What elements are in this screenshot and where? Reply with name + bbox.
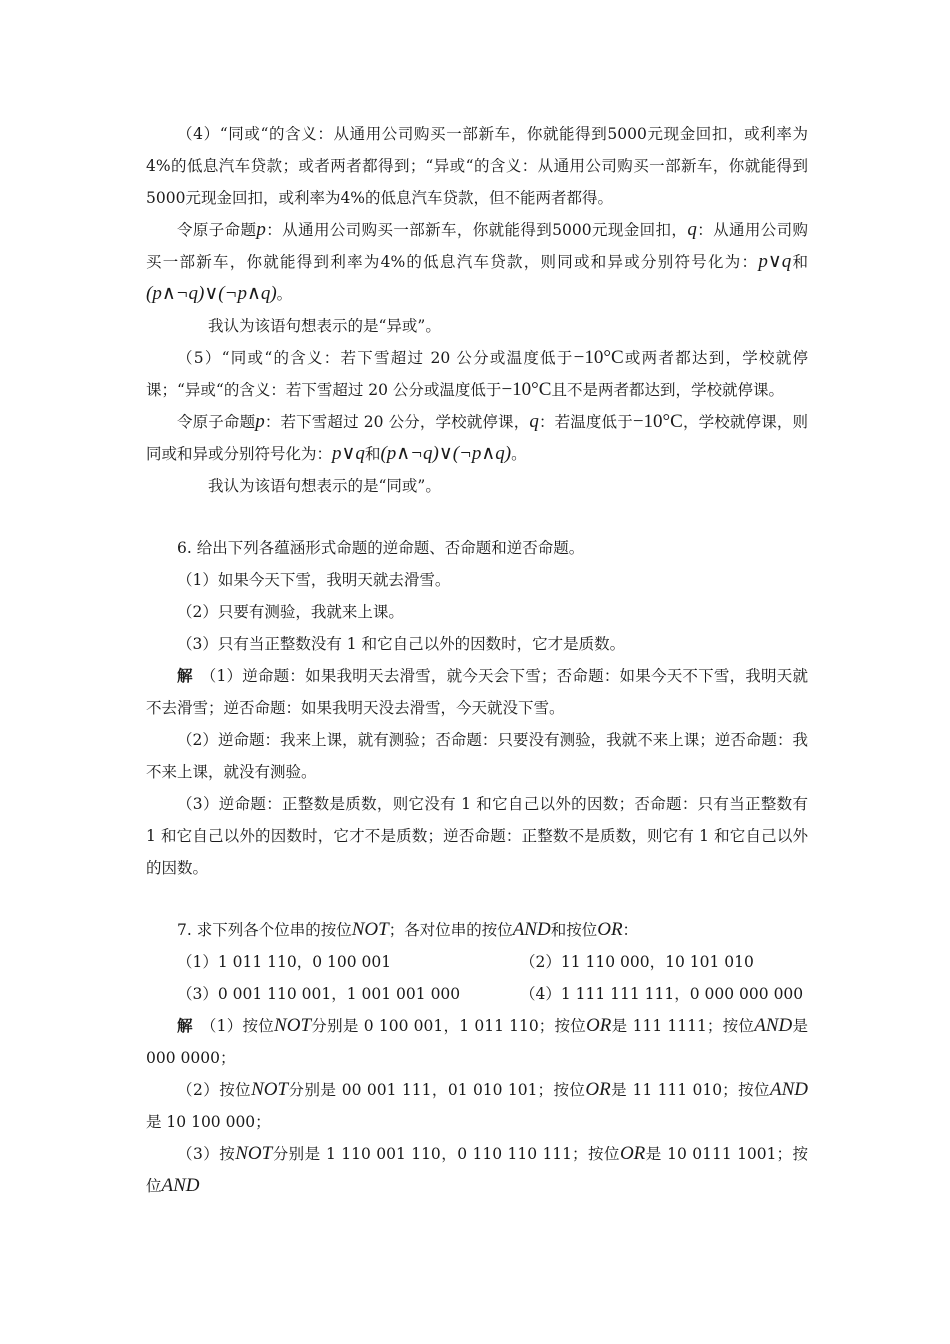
q6-solution-3: （3）逆命题：正整数是质数，则它没有 1 和它自己以外的因数；否命题：只有当正整数有 1 和它自己以外的因数时，它才不是质数；逆否命题：正整数不是质数，则它有 1 和它自己以外的因数。	[146, 795, 808, 877]
math-p: p	[256, 219, 266, 240]
text: （2）按位	[177, 1081, 252, 1099]
formula-xor: (p∧¬q)∨(¬p∧q)	[146, 283, 277, 304]
text: 且不是两者都达到，学校就停课。	[551, 381, 784, 399]
q7-item: （2）11 110 000，10 101 010	[520, 953, 754, 971]
q7-items-row	[146, 978, 808, 1010]
p4-symbolization	[146, 214, 808, 310]
text: 是 000 0000；	[146, 1017, 808, 1067]
q6-solution-2: （2）逆命题：我来上课，就有测验；否命题：只要没有测验，我就不来上课；逆否命题：我不来上课，就没有测验。	[146, 731, 808, 781]
text: 是 11 111 010；按位	[610, 1081, 770, 1099]
math-or: OR	[585, 1079, 611, 1100]
document-body	[146, 118, 808, 1202]
text: 。	[511, 445, 527, 463]
math-not: NOT	[235, 1143, 273, 1164]
text: 令原子命题	[177, 221, 257, 239]
q7-item: （4）1 111 111 111，0 000 000 000	[520, 985, 804, 1003]
text: ：从通用公司购买一部新车，你就能得到5000元现金回扣，	[265, 221, 688, 239]
text: 令原子命题	[177, 413, 256, 431]
q7-item: （1）1 011 110，0 100 001	[177, 953, 392, 971]
math-or: OR	[586, 1015, 612, 1036]
q6-title: 6. 给出下列各蕴涵形式命题的逆命题、否命题和逆否命题。	[177, 539, 585, 557]
p5-symbolization	[146, 406, 808, 470]
spacer	[146, 884, 808, 914]
text: 和	[791, 253, 808, 271]
q7-item: （3）0 001 110 001，1 001 001 000	[177, 985, 461, 1003]
p4-meaning-text: （4）“同或“的含义：从通用公司购买一部新车，你就能得到5000元现金回扣，或利率为 4%的低息汽车贷款；或者两者都得到；“异或“的含义：从通用公司购买一部新车，你就能得到5000元现金回扣，或利率为4%的低息汽车贷款，但不能两者都得。	[146, 125, 808, 207]
formula-or: p∨q	[332, 443, 365, 464]
q7-solution-2	[146, 1074, 808, 1138]
text: （3）按	[177, 1145, 236, 1163]
text: 或两者都达到，学校就停课；“异或“的含义：若下雪超过 20 公分或温度低于	[146, 349, 808, 399]
q7-solution-1	[146, 1010, 808, 1074]
text: ；各对位串的按位	[388, 921, 513, 939]
text: ：若下雪超过 20 公分，学校就停课，	[264, 413, 530, 431]
text: （1）逆命题：如果我明天去滑雪，就今天会下雪；否命题：如果今天不下雪，我明天就不去滑雪；逆否命题：如果我明天没去滑雪，今天就没下雪。	[146, 667, 808, 717]
q6-solution-1	[146, 660, 808, 724]
text: ：若温度低于	[538, 413, 633, 431]
text: ，学校就停课，则同或和异或分别符号化为：	[146, 413, 808, 463]
text: （5）“同或“的含义：若下雪超过 20 公分或温度低于	[177, 349, 574, 367]
p4-conclusion: 我认为该语句想表示的是“异或”。	[208, 317, 441, 335]
solution-label: 解	[177, 666, 193, 685]
text: 和按位	[550, 921, 598, 939]
p5-conclusion: 我认为该语句想表示的是“同或”。	[208, 477, 441, 495]
formula-or: p∨q	[758, 251, 792, 272]
math-temperature: −10°C	[501, 379, 552, 400]
q7-items-row	[146, 946, 808, 978]
text: ：从通用公司购买一部新车，你就能得到利率为4%的低息汽车贷款，则同或和异或分别符号化为：	[146, 221, 808, 271]
text: 。	[276, 285, 293, 303]
math-and: AND	[512, 919, 551, 940]
math-temperature: −10°C	[573, 347, 624, 368]
text: （1）按位	[208, 1017, 275, 1035]
q6-item: （1）如果今天下雪，我明天就去滑雪。	[177, 571, 451, 589]
text: 7. 求下列各个位串的按位	[177, 921, 352, 939]
q6-item: （2）只要有测验，我就来上课。	[177, 603, 404, 621]
text: 是 10 0111 1001；按位	[146, 1145, 808, 1195]
text: 是 10 100 000；	[146, 1113, 271, 1131]
math-not: NOT	[251, 1079, 289, 1100]
text: 和	[364, 445, 381, 463]
formula-xor: (p∧¬q)∨(¬p∧q)	[380, 443, 512, 464]
math-or: OR	[597, 919, 623, 940]
text: ：	[622, 921, 639, 939]
math-not: NOT	[274, 1015, 312, 1036]
q6-item: （3）只有当正整数没有 1 和它自己以外的因数时，它才是质数。	[177, 635, 626, 653]
solution-label: 解	[177, 1016, 193, 1035]
math-p: p	[255, 411, 265, 432]
q7-title	[146, 914, 808, 946]
text: 分别是 00 001 111，01 010 101；按位	[288, 1081, 586, 1099]
p5-meaning	[146, 342, 808, 406]
math-and: AND	[769, 1079, 808, 1100]
math-q: q	[529, 411, 539, 432]
math-and: AND	[161, 1175, 200, 1196]
text: 分别是 0 100 001，1 011 110；按位	[311, 1017, 587, 1035]
spacer	[146, 502, 808, 532]
text: 分别是 1 110 001 110，0 110 110 111；按位	[272, 1145, 620, 1163]
math-or: OR	[619, 1143, 646, 1164]
math-q: q	[687, 219, 697, 240]
math-and: AND	[754, 1015, 793, 1036]
q7-solution-3	[146, 1138, 808, 1202]
text: 是 111 1111；按位	[611, 1017, 755, 1035]
p4-meaning	[146, 118, 808, 214]
math-temperature: −10°C	[632, 411, 683, 432]
math-not: NOT	[351, 919, 389, 940]
